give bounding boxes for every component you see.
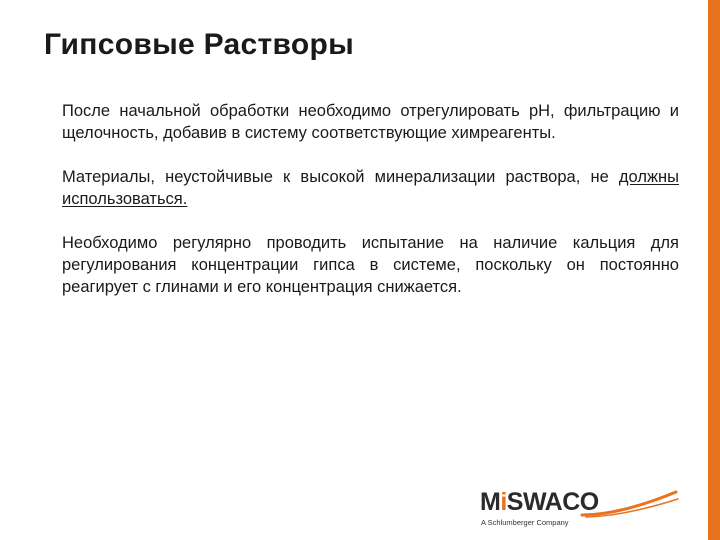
paragraph-materials-underlined: должны использоваться. <box>62 168 679 208</box>
paragraph-treatment: После начальной обработки необходимо отрегулировать pH, фильтрацию и щелочность, добавив в систему соответствующие химреагенты. <box>62 102 679 142</box>
paragraph-materials <box>62 166 679 210</box>
paragraph-calcium-testing: Необходимо регулярно проводить испытание на наличие кальция для регулирования концентрации гипса в системе, поскольку он постоянно реагирует с глинами и его концентрация снижается. <box>62 234 679 296</box>
logo-wordmark-i: i <box>500 488 507 516</box>
logo-wordmark-swaco: SWACO <box>506 488 599 516</box>
logo-tagline: A Schlumberger Company <box>481 518 569 527</box>
logo-wordmark-m: M <box>480 488 501 516</box>
paragraph-materials-text: Материалы, неустойчивые к высокой минерализации раствора, не <box>62 168 619 186</box>
logo-swoosh-icon <box>580 488 680 518</box>
company-logo <box>480 488 680 532</box>
accent-sidebar <box>708 0 720 540</box>
slide-title: Гипсовые Растворы <box>44 28 355 61</box>
slide-content <box>62 100 679 298</box>
